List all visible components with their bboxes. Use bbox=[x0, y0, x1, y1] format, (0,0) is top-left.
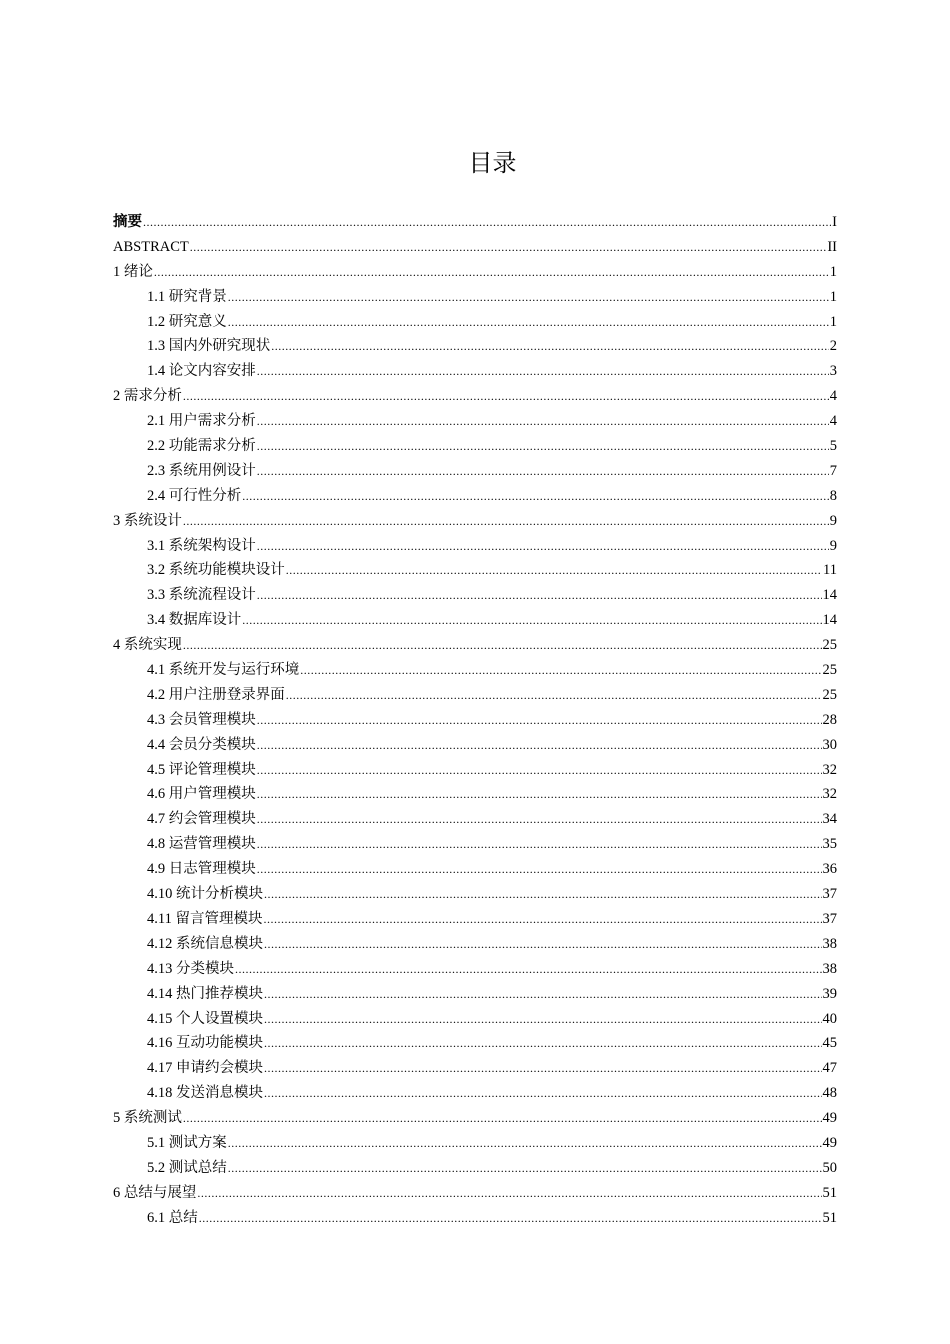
toc-dot-leader bbox=[257, 459, 829, 484]
toc-entry[interactable] bbox=[113, 1106, 837, 1131]
toc-entry-page-number: 38 bbox=[822, 960, 837, 977]
toc-entry[interactable] bbox=[113, 409, 837, 434]
toc-entry[interactable] bbox=[113, 857, 837, 882]
toc-entry[interactable] bbox=[113, 583, 837, 608]
toc-dot-leader bbox=[228, 1131, 822, 1156]
toc-entry-title: 4.12 系统信息模块 bbox=[147, 935, 263, 952]
toc-entry-title: 5.1 测试方案 bbox=[147, 1134, 227, 1151]
toc-dot-leader bbox=[183, 633, 822, 658]
toc-entry[interactable] bbox=[113, 807, 837, 832]
toc-dot-leader bbox=[271, 334, 829, 359]
toc-entry[interactable] bbox=[113, 1156, 837, 1181]
toc-entry[interactable] bbox=[113, 982, 837, 1007]
toc-dot-leader bbox=[257, 782, 822, 807]
toc-entry-title: 4.14 热门推荐模块 bbox=[147, 985, 263, 1002]
toc-entry-page-number: 1 bbox=[829, 288, 837, 305]
toc-entry-title: 2.3 系统用例设计 bbox=[147, 462, 256, 479]
toc-entry[interactable] bbox=[113, 334, 837, 359]
toc-entry-page-number: 14 bbox=[822, 612, 837, 629]
toc-entry[interactable] bbox=[113, 359, 837, 384]
toc-entry[interactable] bbox=[113, 658, 837, 683]
toc-entry-page-number: 37 bbox=[822, 910, 837, 927]
toc-entry[interactable] bbox=[113, 1131, 837, 1156]
toc-entry-page-number: 2 bbox=[829, 338, 837, 355]
toc-entry[interactable] bbox=[113, 608, 837, 633]
toc-entry-page-number: 11 bbox=[823, 562, 837, 579]
toc-dot-leader bbox=[257, 758, 822, 783]
toc-dot-leader bbox=[190, 235, 827, 260]
toc-entry-page-number: 49 bbox=[822, 1110, 837, 1127]
toc-entry-title: 1.2 研究意义 bbox=[147, 313, 227, 330]
toc-entry-page-number: 1 bbox=[829, 263, 837, 280]
toc-entry[interactable] bbox=[113, 1056, 837, 1081]
toc-entry-page-number: 47 bbox=[822, 1060, 837, 1077]
toc-entry[interactable] bbox=[113, 558, 837, 583]
toc-dot-leader bbox=[183, 509, 829, 534]
toc-dot-leader bbox=[257, 434, 829, 459]
toc-dot-leader bbox=[257, 583, 822, 608]
toc-entry-page-number: 32 bbox=[822, 786, 837, 803]
toc-entry-title: 4.18 发送消息模块 bbox=[147, 1085, 263, 1102]
toc-dot-leader bbox=[286, 683, 822, 708]
toc-entry-title: 3.3 系统流程设计 bbox=[147, 587, 256, 604]
toc-dot-leader bbox=[264, 1007, 822, 1032]
toc-entry-title: 4.2 用户注册登录界面 bbox=[147, 686, 285, 703]
toc-dot-leader bbox=[264, 1031, 822, 1056]
toc-entry[interactable] bbox=[113, 633, 837, 658]
page-title: 目录 bbox=[468, 149, 517, 177]
toc-entry-title: 1.3 国内外研究现状 bbox=[147, 338, 271, 355]
toc-entry-title: 2 需求分析 bbox=[113, 388, 182, 405]
toc-entry-title: 3.2 系统功能模块设计 bbox=[147, 562, 285, 579]
toc-entry-title: 4.8 运营管理模块 bbox=[147, 836, 256, 853]
toc-entry-title: 3 系统设计 bbox=[113, 512, 182, 529]
toc-entry-page-number: 9 bbox=[829, 537, 837, 554]
toc-entry-page-number: 3 bbox=[829, 363, 837, 380]
toc-dot-leader bbox=[286, 558, 822, 583]
toc-entry-page-number: 30 bbox=[822, 736, 837, 753]
toc-dot-leader bbox=[242, 484, 829, 509]
toc-entry-page-number: 34 bbox=[822, 811, 837, 828]
toc-entry-page-number: 50 bbox=[822, 1159, 837, 1176]
toc-entry[interactable] bbox=[113, 434, 837, 459]
toc-entry-title: 4.4 会员分类模块 bbox=[147, 736, 256, 753]
toc-dot-leader bbox=[228, 310, 829, 335]
toc-entry-title: 4.7 约会管理模块 bbox=[147, 811, 256, 828]
toc-entry-page-number: 5 bbox=[829, 438, 837, 455]
toc-dot-leader bbox=[257, 857, 822, 882]
toc-entry[interactable] bbox=[113, 285, 837, 310]
toc-dot-leader bbox=[228, 285, 829, 310]
toc-dot-leader bbox=[183, 384, 829, 409]
toc-dot-leader bbox=[235, 957, 822, 982]
toc-entry-page-number: 8 bbox=[829, 487, 837, 504]
toc-entry[interactable] bbox=[113, 957, 837, 982]
toc-entry-title: 4.10 统计分析模块 bbox=[147, 886, 263, 903]
toc-entry-title: 4.6 用户管理模块 bbox=[147, 786, 256, 803]
toc-entry-title: 2.2 功能需求分析 bbox=[147, 438, 256, 455]
toc-entry-page-number: 48 bbox=[822, 1085, 837, 1102]
toc-dot-leader bbox=[228, 1156, 822, 1181]
toc-entry-page-number: 25 bbox=[822, 662, 837, 679]
toc-dot-leader bbox=[197, 1181, 821, 1206]
toc-entry-title: 1.1 研究背景 bbox=[147, 288, 227, 305]
toc-entry[interactable] bbox=[113, 210, 837, 235]
toc-entry-page-number: I bbox=[832, 214, 837, 230]
toc-entry-title: 2.4 可行性分析 bbox=[147, 487, 242, 504]
toc-dot-leader bbox=[300, 658, 821, 683]
table-of-contents bbox=[113, 210, 837, 1231]
toc-entry[interactable] bbox=[113, 310, 837, 335]
toc-entry-page-number: 49 bbox=[822, 1134, 837, 1151]
toc-dot-leader bbox=[264, 932, 822, 957]
toc-entry-page-number: 14 bbox=[822, 587, 837, 604]
toc-entry-title: 3.4 数据库设计 bbox=[147, 612, 242, 629]
toc-entry-title: 6.1 总结 bbox=[147, 1209, 198, 1226]
toc-entry[interactable] bbox=[113, 459, 837, 484]
toc-entry[interactable] bbox=[113, 782, 837, 807]
toc-entry-title: 4.16 互动功能模块 bbox=[147, 1035, 263, 1052]
toc-entry-page-number: 40 bbox=[822, 1010, 837, 1027]
toc-entry-page-number: 51 bbox=[822, 1184, 837, 1201]
toc-entry[interactable] bbox=[113, 733, 837, 758]
toc-dot-leader bbox=[242, 608, 821, 633]
toc-entry[interactable] bbox=[113, 235, 837, 260]
toc-dot-leader bbox=[264, 1081, 822, 1106]
toc-entry-page-number: 9 bbox=[829, 512, 837, 529]
toc-dot-leader bbox=[257, 534, 829, 559]
toc-entry-title: 1.4 论文内容安排 bbox=[147, 363, 256, 380]
toc-entry-title: 4.1 系统开发与运行环境 bbox=[147, 662, 300, 679]
toc-entry[interactable] bbox=[113, 509, 837, 534]
toc-entry[interactable] bbox=[113, 907, 837, 932]
toc-entry-title: 5 系统测试 bbox=[113, 1110, 182, 1127]
toc-dot-leader bbox=[264, 1056, 822, 1081]
toc-entry-page-number: 4 bbox=[829, 388, 837, 405]
toc-dot-leader bbox=[257, 708, 822, 733]
toc-entry[interactable] bbox=[113, 683, 837, 708]
toc-entry[interactable] bbox=[113, 1206, 837, 1231]
toc-entry-title: 4.11 留言管理模块 bbox=[147, 910, 263, 927]
toc-entry-title: 5.2 测试总结 bbox=[147, 1159, 227, 1176]
toc-dot-leader bbox=[257, 832, 822, 857]
toc-entry-page-number: 51 bbox=[822, 1209, 837, 1226]
toc-entry-page-number: 4 bbox=[829, 413, 837, 430]
toc-entry-page-number: 45 bbox=[822, 1035, 837, 1052]
toc-entry[interactable] bbox=[113, 260, 837, 285]
toc-entry[interactable] bbox=[113, 758, 837, 783]
toc-entry[interactable] bbox=[113, 384, 837, 409]
toc-entry[interactable] bbox=[113, 832, 837, 857]
toc-entry[interactable] bbox=[113, 1081, 837, 1106]
toc-dot-leader bbox=[257, 733, 822, 758]
toc-dot-leader bbox=[143, 210, 831, 235]
toc-entry-page-number: 7 bbox=[829, 462, 837, 479]
toc-entry-title: 6 总结与展望 bbox=[113, 1184, 197, 1201]
toc-dot-leader bbox=[257, 409, 829, 434]
toc-entry-page-number: 35 bbox=[822, 836, 837, 853]
toc-entry[interactable] bbox=[113, 534, 837, 559]
toc-entry[interactable] bbox=[113, 708, 837, 733]
toc-dot-leader bbox=[183, 1106, 822, 1131]
toc-entry[interactable] bbox=[113, 932, 837, 957]
toc-entry[interactable] bbox=[113, 1181, 837, 1206]
toc-dot-leader bbox=[199, 1206, 822, 1231]
toc-dot-leader bbox=[263, 907, 821, 932]
toc-entry[interactable] bbox=[113, 882, 837, 907]
toc-dot-leader bbox=[264, 982, 822, 1007]
toc-entry-title: 4 系统实现 bbox=[113, 637, 182, 654]
toc-entry-page-number: 37 bbox=[822, 886, 837, 903]
toc-entry-page-number: 38 bbox=[822, 935, 837, 952]
toc-entry-page-number: 36 bbox=[822, 861, 837, 878]
toc-entry-title: 1 绪论 bbox=[113, 263, 153, 280]
toc-entry-title: 4.15 个人设置模块 bbox=[147, 1010, 263, 1027]
toc-entry-page-number: 25 bbox=[822, 637, 837, 654]
toc-entry-title: ABSTRACT bbox=[113, 238, 189, 255]
toc-entry-title: 摘要 bbox=[113, 214, 142, 230]
toc-entry[interactable] bbox=[113, 1031, 837, 1056]
toc-entry-title: 4.9 日志管理模块 bbox=[147, 861, 256, 878]
toc-entry[interactable] bbox=[113, 484, 837, 509]
toc-entry-title: 3.1 系统架构设计 bbox=[147, 537, 256, 554]
toc-dot-leader bbox=[257, 807, 822, 832]
toc-dot-leader bbox=[264, 882, 822, 907]
toc-entry-page-number: 1 bbox=[829, 313, 837, 330]
toc-entry-title: 4.3 会员管理模块 bbox=[147, 711, 256, 728]
toc-entry-title: 2.1 用户需求分析 bbox=[147, 413, 256, 430]
toc-entry-page-number: 39 bbox=[822, 985, 837, 1002]
toc-entry-page-number: 25 bbox=[822, 686, 837, 703]
toc-entry-page-number: 32 bbox=[822, 761, 837, 778]
toc-entry[interactable] bbox=[113, 1007, 837, 1032]
toc-entry-title: 4.5 评论管理模块 bbox=[147, 761, 256, 778]
toc-entry-page-number: 28 bbox=[822, 711, 837, 728]
toc-entry-title: 4.13 分类模块 bbox=[147, 960, 234, 977]
toc-entry-page-number: II bbox=[827, 238, 837, 255]
toc-dot-leader bbox=[154, 260, 829, 285]
toc-entry-title: 4.17 申请约会模块 bbox=[147, 1060, 263, 1077]
toc-dot-leader bbox=[257, 359, 829, 384]
